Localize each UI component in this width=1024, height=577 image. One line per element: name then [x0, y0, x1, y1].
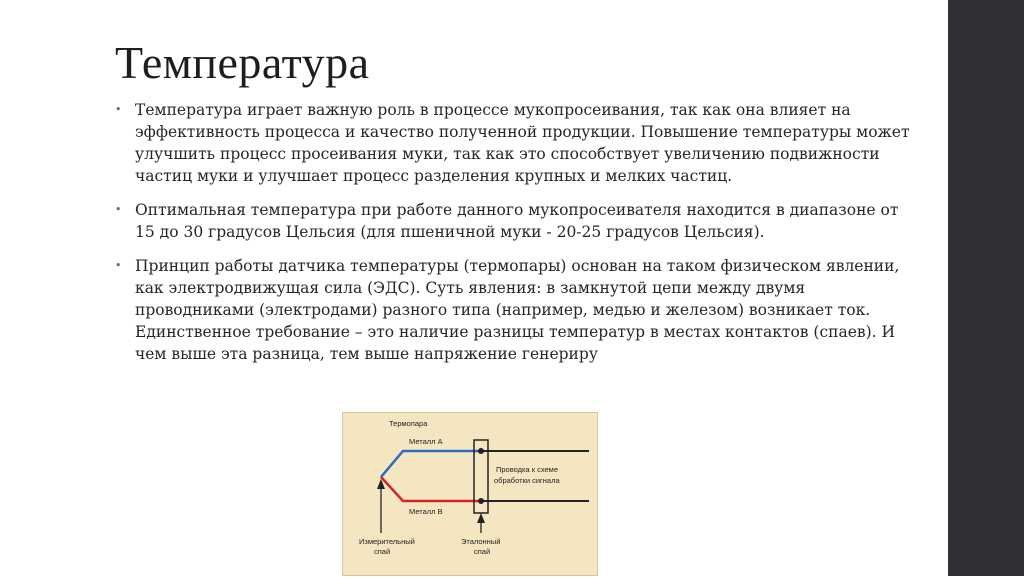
diagram-title: Термопара	[389, 419, 428, 428]
wiring-label-line1: Проводка к схеме	[496, 465, 558, 474]
reference-arrow-head	[477, 513, 485, 523]
bullet-item	[115, 255, 915, 365]
bullet-item	[115, 199, 915, 243]
reference-junction-label-line1: Эталонный	[461, 537, 501, 546]
metal-a-label: Металл А	[409, 437, 443, 446]
bullet-text: Температура играет важную роль в процессе мукопросеивания, так как она влияет на эффективность процесса и качество полученной продукции. Повышение температуры может улучшить процесс просеивания муки, так как это способствует увеличению подвижности частиц муки и улучшает процесс разделения крупных и мелких частиц.	[135, 101, 910, 185]
bullet-text: Оптимальная температура при работе данного мукопросеивателя находится в диапазоне от 15 до 30 градусов Цельсия (для пшеничной муки - 20-25 градусов Цельсия).	[135, 201, 899, 241]
measuring-junction-label-line1: Измерительный	[359, 537, 415, 546]
bullet-text: Принцип работы датчика температуры (термопары) основан на таком физическом явлении, как электродвижущая сила (ЭДС). Суть явления: в замкнутой цепи между двумя проводниками (электродами) разного типа (например, медью и железом) возникает ток. Единственное требование – это наличие разницы температур в местах контактов (спаев). И чем выше эта разница, тем выше напряжение генериру	[135, 257, 900, 363]
junction-dot-lower	[478, 498, 484, 504]
measuring-junction-label-line2: спай	[374, 547, 391, 556]
reference-junction-label-line2: спай	[474, 547, 491, 556]
thermocouple-svg	[343, 413, 599, 577]
bullet-marker: •	[115, 203, 122, 216]
thermocouple-diagram	[342, 412, 598, 576]
metal-b-label: Металл В	[409, 507, 443, 516]
junction-dot-upper	[478, 448, 484, 454]
wiring-label-line2: обработки сигнала	[494, 476, 560, 485]
right-side-bar	[948, 0, 1024, 576]
bullet-list	[115, 99, 915, 377]
metal-b-wire	[381, 477, 481, 501]
metal-a-wire	[381, 451, 481, 477]
slide-title: Температура	[115, 37, 370, 88]
bullet-marker: •	[115, 259, 122, 272]
bullet-item	[115, 99, 915, 187]
bullet-marker: •	[115, 103, 122, 116]
